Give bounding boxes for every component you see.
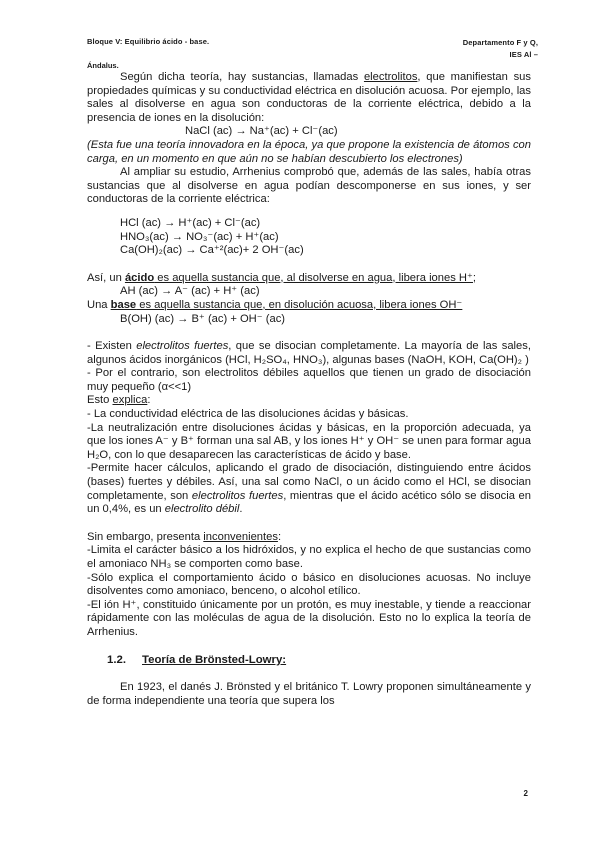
text-span: . <box>239 503 243 516</box>
term-inconvenientes: inconvenientes <box>203 530 278 543</box>
inconvenient-1: -Limita el carácter básico a los hidróxidos, y no explica el hecho de que sustancias como el amoniaco NH₃ se comporten como base. <box>87 544 531 570</box>
section-heading <box>87 654 531 668</box>
weak-electrolytes: - Por el contrario, son electrolitos débiles aquellos que tienen un grado de disociación muy pequeño (α<<1) <box>87 367 531 393</box>
text-span: : <box>147 394 151 407</box>
equation-nacl: NaCl (ac) → Na⁺(ac) + Cl⁻(ac) <box>185 125 338 138</box>
text-span: Así, un <box>87 271 125 284</box>
paragraph-electrolitos <box>87 71 531 125</box>
text-span: : <box>277 530 282 543</box>
section-number: 1.2. <box>107 653 126 666</box>
header-right-line2: IES Al – <box>509 50 538 59</box>
term-electrolitos: electrolitos <box>363 71 418 83</box>
explains-item-3 <box>87 462 531 516</box>
equation-caoh2: Ca(OH)₂(ac) → Ca⁺²(ac)+ 2 OH⁻(ac) <box>120 244 304 257</box>
equation-acid: AH (ac) → A⁻ (ac) + H⁺ (ac) <box>120 285 260 298</box>
paragraph-bronsted: En 1923, el danés J. Brönsted y el británico T. Lowry proponen simultáneamente y de forma independiente una teoría que supera los <box>87 681 531 707</box>
text-span: , mientras que el ácido acético sólo se disocia en un 0,4%, es un <box>87 489 531 516</box>
definition-acid <box>87 272 531 286</box>
page-number: 2 <box>523 789 528 798</box>
document-body <box>87 71 531 708</box>
header-left: Bloque V: Equilibrio ácido - base. <box>87 37 210 46</box>
text-span: Una <box>87 298 111 311</box>
explains-item-2: -La neutralización entre disoluciones ácidas y básicas, en la proporción adecuada, ya que los iones A⁻ y B⁺ forman una sal AB, y los iones H⁺ y OH⁻ se unen para formar agua H₂O, con lo que desaparecen las características de ácido y base. <box>87 421 531 461</box>
inconvenient-2: -Sólo explica el comportamiento ácido o básico en disoluciones acuosas. No incluye disolventes como amoniaco, benceno, o alcohol etílico. <box>87 571 531 598</box>
text-span: es aquella sustancia que, en disolución acuosa, libera iones OH⁻ <box>136 298 463 311</box>
equation-hno3: HNO₃(ac) → NO₃⁻(ac) + H⁺(ac) <box>120 230 279 243</box>
header-right <box>463 37 538 61</box>
inconvenients-heading <box>87 531 531 545</box>
text-span: Según dicha teoría, hay sustancias, llamadas <box>120 71 364 83</box>
explains-item-1: - La conductividad eléctrica de las disoluciones ácidas y básicas. <box>87 408 409 421</box>
strong-electrolytes <box>87 340 531 367</box>
header-right-line1: Departamento F y Q, <box>462 38 538 47</box>
text-span: , que se disocian completamente. La mayoría de las sales, algunos ácidos inorgánicos (HCl, H₂SO₄, HNO₃), algunas bases (NaOH, KOH, Ca(OH)₂ ) <box>87 340 531 366</box>
term-strong-electrolytes: electrolitos fuertes <box>136 340 229 353</box>
equation-base: B(OH) (ac) → B⁺ (ac) + OH⁻ (ac) <box>120 312 286 325</box>
text-span: Sin embargo, presenta <box>87 530 204 543</box>
text-span: , que manifiestan sus propiedades químicas y su conductividad eléctrica en disolución acuosa. Por ejemplo, las sales al disolverse en agua son conductoras de la corriente eléctrica, debido a la presencia de iones en la disolución: <box>87 71 531 124</box>
text-span: -Permite hacer cálculos, aplicando el grado de disociación, distinguiendo entre ácidos (bases) fuertes y débiles. Así, una sal como NaCl, o un ácido como el HCl, se disocian completamente, son <box>87 462 531 502</box>
term-acid: ácido <box>124 271 155 284</box>
inconvenient-3: -El ión H⁺, constituido únicamente por un protón, es muy inestable, y tiende a reaccionar rápidamente con las moléculas de agua de la disolución. Esto no lo explica la teoría de Arrhenius. <box>87 598 531 638</box>
paragraph-arrhenius: Al ampliar su estudio, Arrhenius comprobó que, además de las sales, había otras sustancias que al disolverse en agua podían descomponerse en sus iones, y ser conductoras de la corriente eléctrica: <box>87 166 531 206</box>
text-span: Esto <box>87 394 113 407</box>
historical-note: (Esta fue una teoría innovadora en la época, ya que propone la existencia de átomos con carga, en un momento en que aún no se habían descubierto los electrones) <box>87 138 531 165</box>
term-weak: electrolito débil <box>164 503 240 516</box>
term-base: base <box>110 298 137 311</box>
text-span: - Existen <box>87 340 137 353</box>
text-span: es aquella sustancia que, al disolverse en agua, libera iones H⁺; <box>154 271 477 284</box>
equation-hcl: HCl (ac) → H⁺(ac) + Cl⁻(ac) <box>120 216 261 229</box>
definition-base <box>87 299 531 313</box>
term-explica: explica <box>112 394 148 407</box>
term-strong: electrolitos fuertes <box>191 489 284 502</box>
section-title: Teoría de Brönsted-Lowry: <box>142 653 287 666</box>
header-continuation: Ándalus. <box>87 61 119 70</box>
explains-heading <box>87 394 531 408</box>
